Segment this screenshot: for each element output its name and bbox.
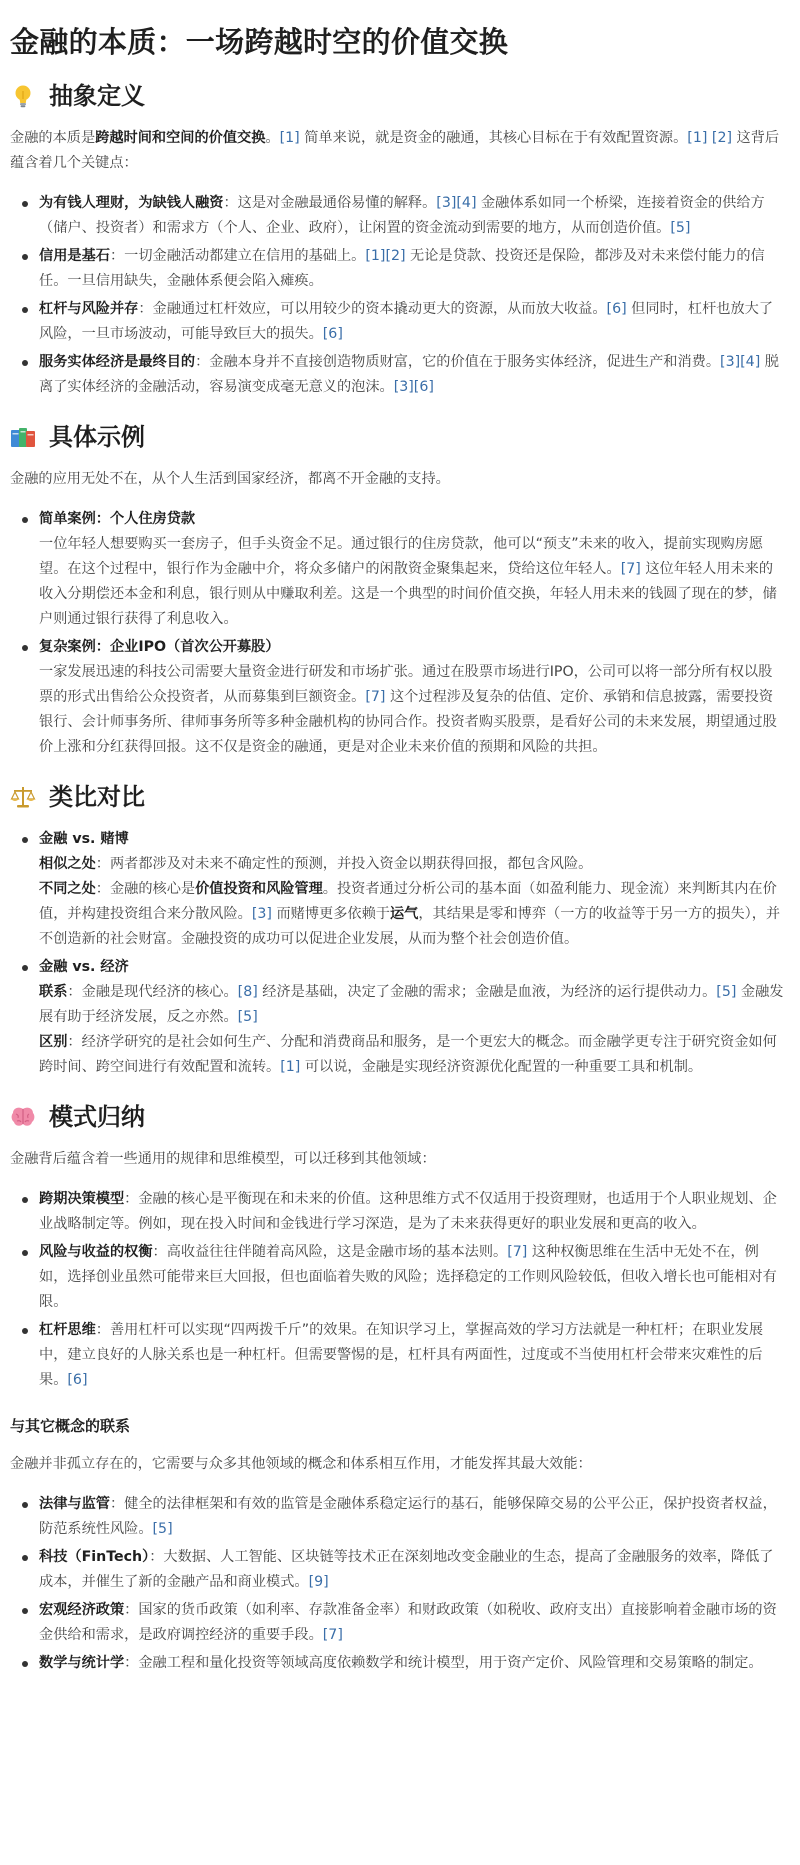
examples-list — [10, 507, 784, 760]
item-title: 信用是基石 — [39, 248, 110, 264]
text: ：金融本身并不直接创造物质财富，它的价值在于服务实体经济，促进生产和消费。 — [195, 354, 721, 370]
citation-link[interactable]: [1] [2] — [687, 130, 732, 146]
section-analogy — [10, 780, 784, 1080]
citation-link[interactable]: [5] — [152, 1521, 173, 1537]
citation-link[interactable]: [1] — [280, 1059, 301, 1075]
text: 可以说，金融是实现经济资源优化配置的一种重要工具和机制。 — [300, 1059, 703, 1075]
list-item — [39, 1240, 784, 1315]
bold-text: 不同之处 — [39, 881, 96, 897]
list-item — [39, 1598, 784, 1648]
item-title: 金融 vs. 经济 — [39, 959, 129, 975]
text: ：两者都涉及对未来不确定性的预测，并投入资金以期获得回报，都包含风险。 — [95, 856, 593, 872]
citation-link[interactable]: [5] — [237, 1009, 258, 1025]
section-abstract — [10, 79, 784, 400]
citation-link[interactable]: [7] — [365, 689, 386, 705]
list-item — [39, 244, 784, 294]
bold-text: 价值投资和风险管理 — [195, 881, 323, 897]
text: 这个过程涉及复杂的估值、定价、承销和信息披露，需要投资银行、会计师事务所、律师事务所等多种金融机构的协同合作。投资者购买股票，是看好公司的未来发展，期望通过股价上涨和分红获得回报。这不仅是资金的融通，更是对企业未来价值的预期和风险的共担。 — [39, 689, 777, 755]
list-item — [39, 1318, 784, 1393]
item-title: 科技（FinTech） — [39, 1549, 150, 1565]
list-item — [39, 1545, 784, 1595]
item-title: 风险与收益的权衡 — [39, 1244, 153, 1260]
list-item — [39, 1651, 784, 1676]
text: ：金融通过杠杆效应，可以用较少的资本撬动更大的资源，从而放大收益。 — [138, 301, 607, 317]
item-title: 金融 vs. 赌博 — [39, 831, 129, 847]
section-patterns — [10, 1100, 784, 1393]
citation-link[interactable]: [6] — [322, 326, 343, 342]
item-title: 数学与统计学 — [39, 1655, 125, 1671]
text: ，其结果是零和博弈（一方的收益等于另一方的损失），并不创造新的社会财富。金融投资的成功可以促进企业发展，从而为整个社会创造价值。 — [39, 906, 781, 947]
scales-icon — [10, 784, 36, 810]
text: ：金融的核心是平衡现在和未来的价值。这种思维方式不仅适用于投资理财，也适用于个人职业规划、企业战略制定等。例如，现在投入时间和金钱进行学习深造，是为了未来获得更好的职业发展和更高的收入。 — [39, 1191, 777, 1232]
text: 这位年轻人用未来的收入分期偿还本金和利息，银行则从中赚取利差。这是一个典型的时间价值交换，年轻人用未来的钱圆了现在的梦，储户则通过银行获得了利息收入。 — [39, 561, 777, 627]
text: 脱离了实体经济的金融活动，容易演变成毫无意义的泡沫。 — [39, 354, 779, 395]
text: 。 — [265, 130, 280, 146]
text: 简单来说，就是资金的融通，其核心目标在于有效配置资源。 — [299, 130, 688, 146]
section-relations — [10, 1413, 784, 1676]
list-item — [39, 297, 784, 347]
citation-link[interactable]: [6] — [67, 1372, 88, 1388]
brain-icon — [10, 1104, 36, 1130]
key-points-list — [10, 191, 784, 400]
citation-link[interactable]: [3][6] — [393, 379, 434, 395]
text: 经济是基础，决定了金融的需求；金融是血液，为经济的运行提供动力。 — [257, 984, 717, 1000]
section-heading-text: 抽象定义 — [49, 82, 145, 110]
text: 一家发展迅速的科技公司需要大量资金进行研发和市场扩张。通过在股票市场进行IPO，公司可以将一部分所有权以股票的形式出售给公众投资者，从而募集到巨额资金。 — [39, 664, 773, 705]
citation-link[interactable]: [9] — [308, 1574, 329, 1590]
text: ：金融的核心是 — [95, 881, 196, 897]
text: 一位年轻人想要购买一套房子，但手头资金不足。通过银行的住房贷款，他可以“预支”未来的收入，提前实现购房愿望。在这个过程中，银行作为金融中介，将众多储户的闲散资金聚集起来，贷给这位年轻人。 — [39, 536, 764, 577]
text: 金融的本质是 — [10, 130, 96, 146]
section-heading — [10, 79, 784, 113]
list-item — [39, 191, 784, 241]
item-title: 杠杆思维 — [39, 1322, 96, 1338]
item-title: 简单案例：个人住房贷款 — [39, 511, 196, 527]
list-item — [39, 350, 784, 400]
section-heading-text: 类比对比 — [49, 783, 145, 811]
section-intro: 金融并非孤立存在的，它需要与众多其他领域的概念和体系相互作用，才能发挥其最大效能： — [10, 1456, 592, 1472]
bold-text: 相似之处 — [39, 856, 96, 872]
section-examples — [10, 420, 784, 760]
list-item — [39, 1492, 784, 1542]
section-intro — [10, 126, 784, 176]
text: 这种权衡思维在生活中无处不在，例如，选择创业虽然可能带来巨大回报，但也面临着失败的风险；选择稳定的工作则风险较低，但收入增长也可能相对有限。 — [39, 1244, 777, 1310]
text: ：经济学研究的是社会如何生产、分配和消费商品和服务，是一个更宏大的概念。而金融学更专注于研究资金如何跨时间、跨空间进行有效配置和流转。 — [39, 1034, 777, 1075]
text: 而赌博更多依赖于 — [271, 906, 390, 922]
citation-link[interactable]: [3][4] — [436, 195, 477, 211]
citation-link[interactable]: [7] — [507, 1244, 528, 1260]
bold-text: 联系 — [39, 984, 68, 1000]
citation-link[interactable]: [1] — [279, 130, 300, 146]
text: ：金融工程和量化投资等领域高度依赖数学和统计模型，用于资产定价、风险管理和交易策略的制定。 — [124, 1655, 763, 1671]
list-item — [39, 827, 784, 952]
item-title: 法律与监管 — [39, 1496, 110, 1512]
section-intro: 金融的应用无处不在，从个人生活到国家经济，都离不开金融的支持。 — [10, 471, 450, 487]
bold-text: 区别 — [39, 1034, 68, 1050]
books-icon — [10, 424, 36, 450]
text: ：大数据、人工智能、区块链等技术正在深刻地改变金融业的生态，提高了金融服务的效率，降低了成本，并催生了新的金融产品和商业模式。 — [39, 1549, 774, 1590]
section-heading — [10, 420, 784, 454]
item-title: 为有钱人理财，为缺钱人融资 — [39, 195, 224, 211]
item-title: 宏观经济政策 — [39, 1602, 125, 1618]
patterns-list — [10, 1187, 784, 1393]
text: ：善用杠杆可以实现“四两拨千斤”的效果。在知识学习上，掌握高效的学习方法就是一种杠杆；在职业发展中，建立良好的人脉关系也是一种杠杆。但需要警惕的是，杠杆具有两面性，过度或不当使用杠杆会带来灾难性的后果。 — [39, 1322, 764, 1388]
section-heading — [10, 780, 784, 814]
citation-link[interactable]: [1][2] — [365, 248, 406, 264]
section-heading — [10, 1100, 784, 1134]
text: 。投资者通过分析公司的基本面（如盈利能力、现金流）来判断其内在价值，并构建投资组合来分散风险。 — [39, 881, 777, 922]
item-title: 服务实体经济是最终目的 — [39, 354, 196, 370]
item-title: 复杂案例：企业IPO（首次公开募股） — [39, 639, 280, 655]
citation-link[interactable]: [5] — [716, 984, 737, 1000]
analogy-list — [10, 827, 784, 1080]
citation-link[interactable]: [7] — [620, 561, 641, 577]
citation-link[interactable]: [5] — [670, 220, 691, 236]
citation-link[interactable]: [6] — [606, 301, 627, 317]
text: 这背后蕴含着几个关键点： — [10, 130, 780, 171]
text: ：高收益往往伴随着高风险，这是金融市场的基本法则。 — [152, 1244, 508, 1260]
list-item — [39, 1187, 784, 1237]
text: 金融发展有助于经济发展，反之亦然。 — [39, 984, 784, 1025]
citation-link[interactable]: [3][4] — [720, 354, 761, 370]
text: ：金融是现代经济的核心。 — [67, 984, 238, 1000]
section-heading-text: 具体示例 — [49, 423, 145, 451]
citation-link[interactable]: [8] — [237, 984, 258, 1000]
text: ：国家的货币政策（如利率、存款准备金率）和财政政策（如税收、政府支出）直接影响着金融市场的资金供给和需求，是政府调控经济的重要手段。 — [39, 1602, 777, 1643]
list-item — [39, 955, 784, 1080]
relations-list — [10, 1492, 784, 1676]
text: 但同时，杠杆也放大了风险，一旦市场波动，可能导致巨大的损失。 — [39, 301, 774, 342]
text: ：一切金融活动都建立在信用的基础上。 — [109, 248, 366, 264]
subsection-heading: 与其它概念的联系 — [10, 1417, 131, 1435]
text: 金融体系如同一个桥梁，连接着资金的供给方（储户、投资者）和需求方（个人、企业、政府），让闲置的资金流动到需要的地方，从而创造价值。 — [39, 195, 765, 236]
list-item — [39, 507, 784, 632]
bold-text: 运气 — [389, 906, 419, 922]
lightbulb-icon — [10, 83, 36, 109]
citation-link[interactable]: [3] — [251, 906, 272, 922]
citation-link[interactable]: [7] — [322, 1627, 343, 1643]
text: 无论是贷款、投资还是保险，都涉及对未来偿付能力的信任。一旦信用缺失，金融体系便会陷入瘫痪。 — [39, 248, 765, 289]
section-intro: 金融背后蕴含着一些通用的规律和思维模型，可以迁移到其他领域： — [10, 1151, 436, 1167]
bold-text: 跨越时间和空间的价值交换 — [95, 130, 266, 146]
section-heading-text: 模式归纳 — [49, 1103, 145, 1131]
text: ：这是对金融最通俗易懂的解释。 — [223, 195, 437, 211]
list-item — [39, 635, 784, 760]
page-title: 金融的本质：一场跨越时空的价值交换 — [10, 25, 509, 59]
item-title: 杠杆与风险并存 — [39, 301, 139, 317]
text: ：健全的法律框架和有效的监管是金融体系稳定运行的基石，能够保障交易的公平公正，保护投资者权益，防范系统性风险。 — [39, 1496, 777, 1537]
item-title: 跨期决策模型 — [39, 1191, 125, 1207]
